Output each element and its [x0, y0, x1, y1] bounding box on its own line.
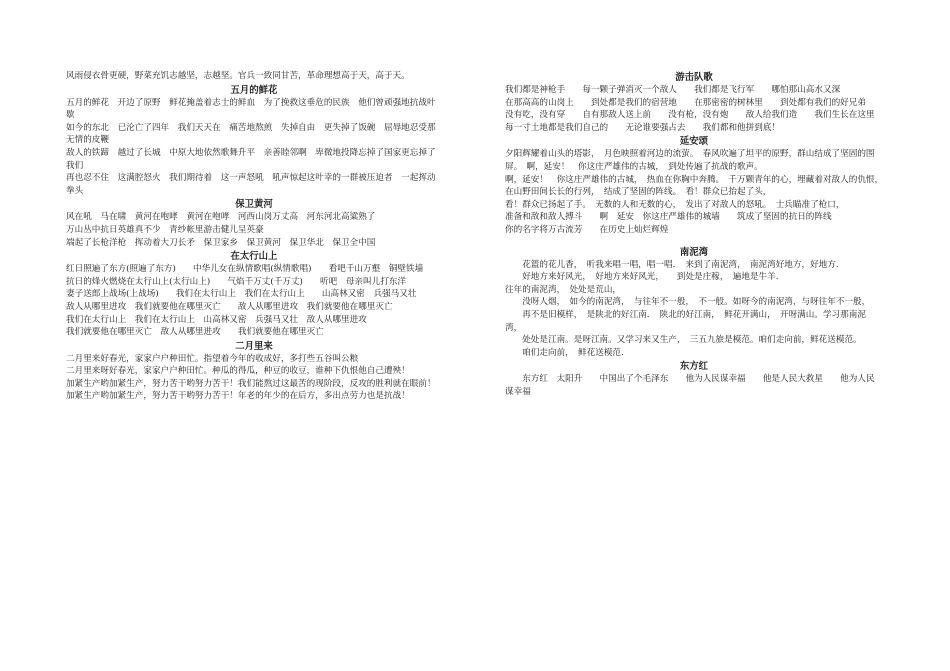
song-line: 我们就要他在哪里灭亡 敌人从哪里进攻 我们就要他在哪里灭亡	[66, 327, 324, 338]
song-line: 看！群众已扬起了手。 无数的人和无数的心， 发出了对敌人的怒吼。 士兵瞄准了枪口，	[505, 199, 845, 210]
song-title-nanniwan: 南泥湾	[679, 246, 709, 258]
song-line: 每一寸土地都是我们自己的 无论谁要强占去 我们都和他拼到底！	[505, 122, 781, 133]
song-line: 再也忍不住 这满腔怒火 我们期待着 这一声怒吼 吼声惊起这叶幸的一群被压迫者 一起挥动拳头	[66, 173, 436, 196]
song-line: 我们都是神枪手 每一颗子弹消灭一个敌人 我们都是飞行军 哪怕那山高水又深	[505, 85, 841, 95]
song-line: 二月里来好春光，家家户户种田忙。指望着今年的收成好，多打些五谷叫公粮	[66, 353, 359, 364]
song-title-yanan: 延安颂	[679, 136, 709, 148]
song-title-eryue: 二月里来	[235, 340, 273, 352]
song-line: 没呀人烟， 如今的南泥湾， 与往年不一般， 不一般。如呀今的南泥湾，与呀往年不一般，	[522, 297, 871, 308]
song-line: 敌人的铁蹄 越过了长城 中原大地依然歌舞升平 亲善睦邻啊 卑微地投降忘掉了国家更忘掉了我们	[66, 147, 436, 171]
song-title-taihang: 在太行山上	[230, 251, 278, 263]
song-line: 加紧生产哟加紧生产，努力苦干哟努力苦干！年老的年少的在后方，多出点劳力也是抗战！	[66, 391, 410, 402]
song-title-wuyue: 五月的鲜花	[230, 84, 278, 96]
song-line: 东方红 太阳升 中国出了个毛泽东 他为人民谋幸福 他是人民大救星 他为人民谋幸福	[505, 374, 875, 397]
song-line: 万山丛中抗日英雄真不少 青纱帐里游击健儿呈英豪	[66, 224, 264, 235]
song-line: 妻子送郎上战场(上战场) 我们在太行山上 我们在太行山上 山高林又密 兵强马又壮	[66, 289, 417, 300]
song-line: 在那高高的山岗上 到处都是我们的宿营地 在那密密的树林里 到处都有我们的好兄弟	[505, 97, 866, 108]
song-line: 夕阳辉耀着山头的塔影， 月色映照着河边的流萤。 春风吹遍了坦平的原野，群山结成了坚固的围屏。 啊，延安！ 你这庄严雄伟的古城， 到处传遍了抗战的歌声。	[505, 149, 875, 172]
right-column	[505, 70, 888, 398]
song-line: 风在吼 马在啸 黄河在咆哮 黄河在咆哮 河西山岗万丈高 河东河北高粱熟了	[66, 212, 376, 223]
song-line: 你的名字将万古流芳 在历史上灿烂辉煌	[505, 224, 669, 235]
song-line: 咱们走向前， 鲜花送模范.	[522, 347, 624, 358]
song-title-baowei-huanghe: 保卫黄河	[235, 199, 273, 211]
intro-paragraph: 风雨侵衣骨更硬，野菜充饥志越坚，志越坚。官兵一致同甘苦，革命理想高于天，高于天。	[66, 71, 410, 81]
song-line: 我们在太行山上 我们在太行山上 山高林又密 兵强马又壮 敌人从哪里进攻	[66, 314, 367, 325]
song-line: 好地方来好风光， 好地方来好风光， 到处是庄稼， 遍地是牛羊.	[522, 272, 779, 283]
song-line: 敌人从哪里进攻 我们就要他在哪里灭亡 敌人从哪里进攻 我们就要他在哪里灭亡	[66, 301, 393, 312]
song-line: 红日照遍了东方(照遍了东方) 中华儿女在纵情歌唱(纵情歌唱) 看吧千山万壑 铜壁铁墙	[66, 264, 424, 275]
song-line: 如今的东北 已沦亡了四年 我们天天在 痛苦地熬煎 失掉自由 更失掉了饭碗 屈辱地忍受那无情的皮鞭	[66, 122, 436, 146]
song-line: 没有吃，没有穿 自有那敌人送上前 没有枪，没有炮 敌人给我们造 我们生长在这里	[505, 110, 875, 121]
left-column	[66, 70, 442, 403]
song-line: 端起了长枪洋枪 挥动着大刀长矛 保卫家乡 保卫黄河 保卫华北 保卫全中国	[66, 237, 376, 248]
song-line: 啊，延安！ 你这庄严雄伟的古城， 热血在你胸中奔腾。 千万颗青年的心，埋藏着对敌人的仇恨， 在山野田间长长的行列， 结成了坚固的阵线。 看！群众已抬起了头，	[505, 174, 888, 198]
song-title-youjidui: 游击队歌	[675, 72, 713, 83]
song-line: 二月里来呀好春光，家家户户种田忙。种瓜的得瓜，种豆的收豆，谁种下仇恨他自己遭殃！	[66, 366, 410, 377]
song-line: 处处是江南。是呀江南。又学习来又生产， 三五九旅是模范。咱们走向前，鲜花送模范。	[522, 335, 862, 346]
song-line: 再不是旧模样， 是陕北的好江南． 陕北的好江南， 鲜花开满山， 开呀满山。学习那南泥湾，	[505, 309, 866, 333]
song-line: 往年的南泥湾， 处处是荒山，	[505, 284, 622, 295]
song-line: 抗日的烽火燃烧在太行山上(太行山上) 气焰千万丈(千万丈) 听吧 母亲叫儿打东洋	[66, 276, 406, 287]
song-line: 花篮的花儿香， 听我来唱一唱，唱一唱． 来到了南泥湾， 南泥湾好地方，好地方.	[522, 259, 839, 270]
song-line: 加紧生产哟加紧生产，努力苦干哟努力苦干！我们能熬过这最苦的现阶段，反攻的胜利就在眼前！	[66, 378, 436, 389]
song-line: 五月的鲜花 开边了原野 鲜花掩盖着志士的鲜血 为了挽救这垂危的民族 他们曾顽强地抗战叶歇	[66, 97, 436, 121]
song-title-dongfanghong: 东方红	[679, 361, 709, 373]
song-line: 准备和敌和敌人搏斗 啊 延安 你这庄严雄伟的城墙 筑成了坚固的抗日的阵线	[505, 212, 832, 223]
